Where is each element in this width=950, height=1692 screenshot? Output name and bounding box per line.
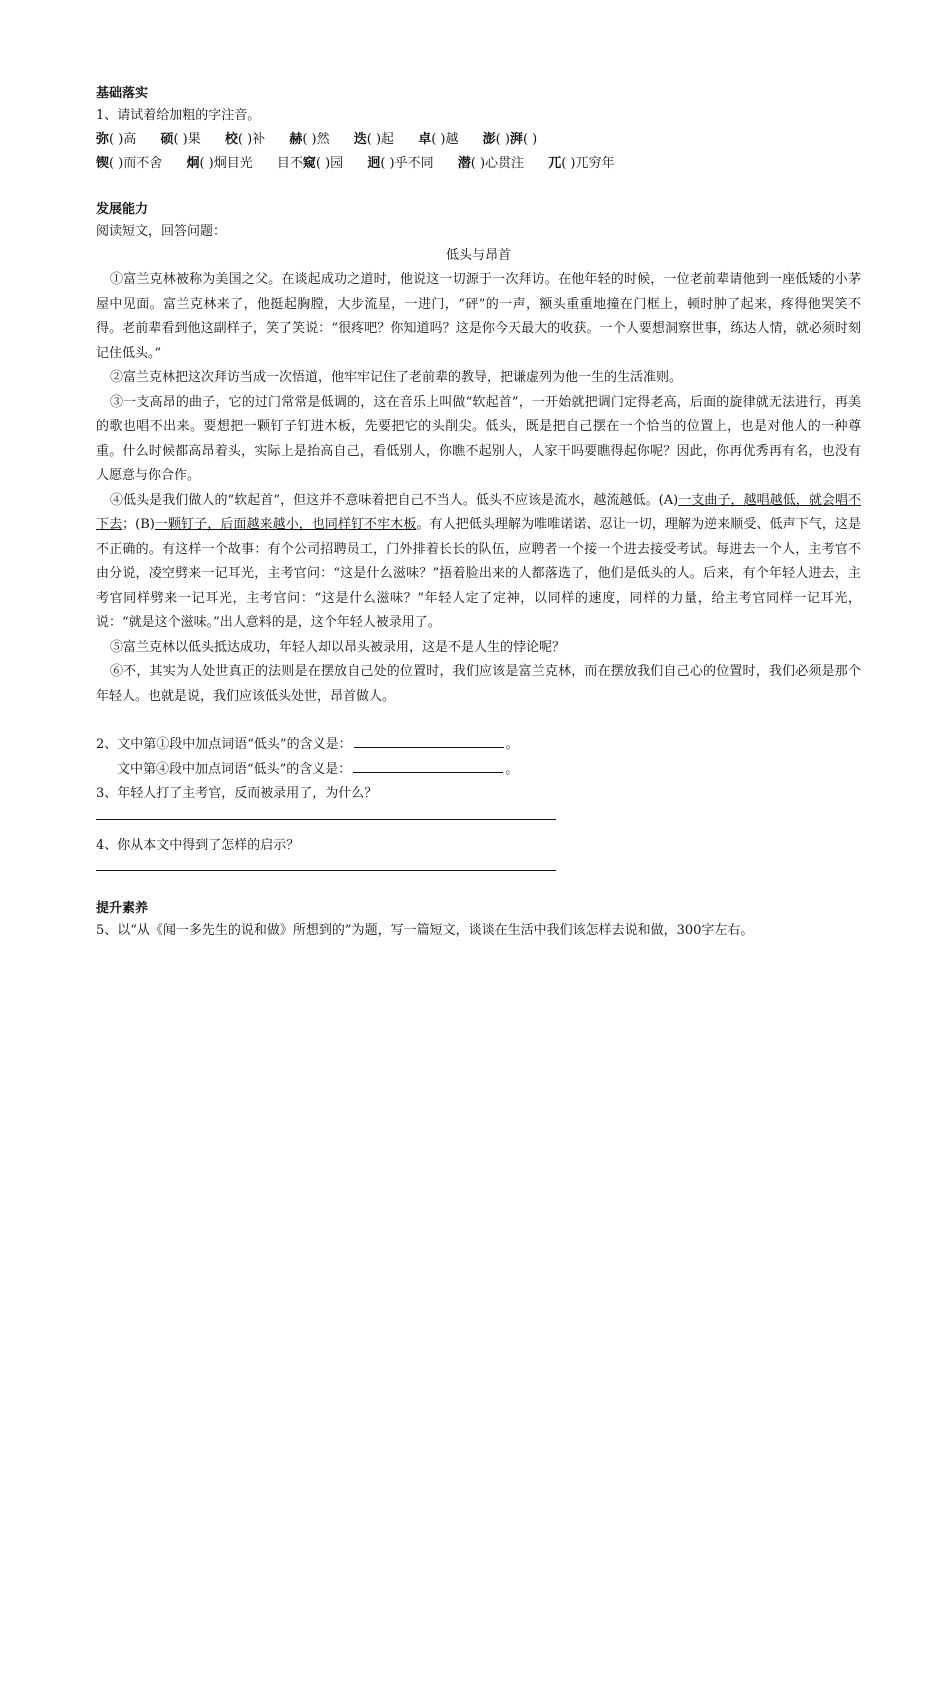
question-2b: 文中第④段中加点词语“低头”的含义是： 。 [96,758,861,783]
pinyin-item: 目不窥( )园 [276,156,344,171]
pinyin-item: 兀( )兀穷年 [548,156,615,171]
paragraph-6: ⑥不，其实为人处世真正的法则是在摆放自己处的位置时，我们应该是富兰克林，而在摆放我们自己心的位置时，我们必须是那个年轻人。也就是说，我们应该低头处世，昂首做人。 [96,664,861,704]
pinyin-item: 迥( )乎不同 [367,156,434,171]
pinyin-item: 弥( )高 [96,132,137,147]
pinyin-item: 炯( )炯目光 [186,156,253,171]
pinyin-item: 硕( )果 [160,132,201,147]
paragraph-2: ②富兰克林把这次拜访当成一次悟道，他牢牢记住了老前辈的教导，把谦虚列为他一生的生活准则。 [110,370,683,385]
question-3: 3、年轻人打了主考官，反而被录用了，为什么？ [96,786,378,801]
answer-blank[interactable] [354,733,504,748]
section-heading-ability: 发展能力 [96,202,149,217]
paragraph-5: ⑤富兰克林以低头抵达成功，年轻人却以昂头被录用，这是不是人生的悖论呢？ [110,639,566,655]
underlined-sentence-a: 一支曲子，越唱越低，就会唱不下去 [96,492,861,532]
underlined-sentence-b: 一颗钉子，后面越来越小，也同样钉不牢木板 [154,517,417,532]
pinyin-row-2 [96,152,861,176]
paragraph-1: ①富兰克林被称为美国之父。在谈起成功之道时，他说这一切源于一次拜访。在他年轻的时候，一位老前辈请他到一座低矮的小茅屋中见面。富兰克林来了，他挺起胸膛，大步流星，一进门，“砰”的一声，额头重重地撞在门框上，顿时肿了起来，疼得他哭笑不得。老前辈看到他这副样子，笑了笑说：“很疼吧？你知道吗？这是你今天最大的收获。一个人要想洞察世事，练达人情，就必须时刻记住低头。” [96,272,861,361]
question-5: 5、以“从《闻一多先生的说和做》所想到的”为题，写一篇短文，谈谈在生活中我们该怎样去说和做，300字左右。 [96,923,754,938]
pinyin-item: 潜( )心贯注 [457,156,525,171]
pinyin-item: 澎( )湃( ) [482,132,538,147]
pinyin-item: 校( )补 [224,132,266,147]
answer-line[interactable] [96,858,556,871]
reading-intro: 阅读短文，回答问题： [96,224,227,239]
answer-line[interactable] [96,807,556,820]
question-4: 4、你从本文中得到了怎样的启示？ [96,837,300,853]
article-title: 低头与昂首 [445,248,511,263]
paragraph-3: ③一支高昂的曲子，它的过门常常是低调的，这在音乐上叫做“软起首”，一开始就把调门定得老高，后面的旋律就无法进行，再美的歌也唱不出来。要想把一颗钉子钉进木板，先要把它的头削尖。低头，既是把自己摆在一个恰当的位置上，也是对他人的一种尊重。什么时候都高昂着头，实际上是抬高自己，看低别人，你瞧不起别人，人家干吗要瞧得起你呢？因此，你再优秀再有名，也没有人愿意与你合作。 [96,394,861,483]
question-2a: 2、文中第①段中加点词语“低头”的含义是： 。 [96,733,861,758]
pinyin-row-1 [96,128,861,152]
paragraph-4: ④低头是我们做人的“软起首”，但这并不意味着把自己不当人。低头不应该是流水，越流越低。(A)一支曲子，越唱越低，就会唱不下去；(B)一颗钉子，后面越来越小，也同样钉不牢木板。有人把低头理解为唯唯诺诺、忍让一切，理解为逆来顺受、低声下气，这是不正确的。有这样一个故事：有个公司招聘员工，门外排着长长的队伍，应聘者一个接一个进去接受考试。每进去一个人，主考官不由分说，凌空劈来一记耳光，主考官问：“这是什么滋味？”捂着脸出来的人都落选了，他们是低头的人。后来，有个年轻人进去，主考官同样劈来一记耳光，主考官问：“这是什么滋味？”年轻人定了定神，以同样的速度，同样的力量，给主考官同样一记耳光，说：“就是这个滋味。”出人意料的是，这个年轻人被录用了。 [96,492,861,630]
pinyin-item: 迭( )起 [353,132,395,147]
section-heading-basics: 基础落实 [96,86,149,101]
worksheet [96,84,861,944]
pinyin-item: 锲( )而不舍 [96,156,163,171]
pinyin-item: 卓( )越 [418,132,459,147]
question-1: 1、请试着给加粗的字注音。 [96,108,261,123]
pinyin-item: 赫( )然 [289,132,330,147]
answer-blank[interactable] [353,758,503,773]
section-heading-literacy: 提升素养 [96,901,149,916]
